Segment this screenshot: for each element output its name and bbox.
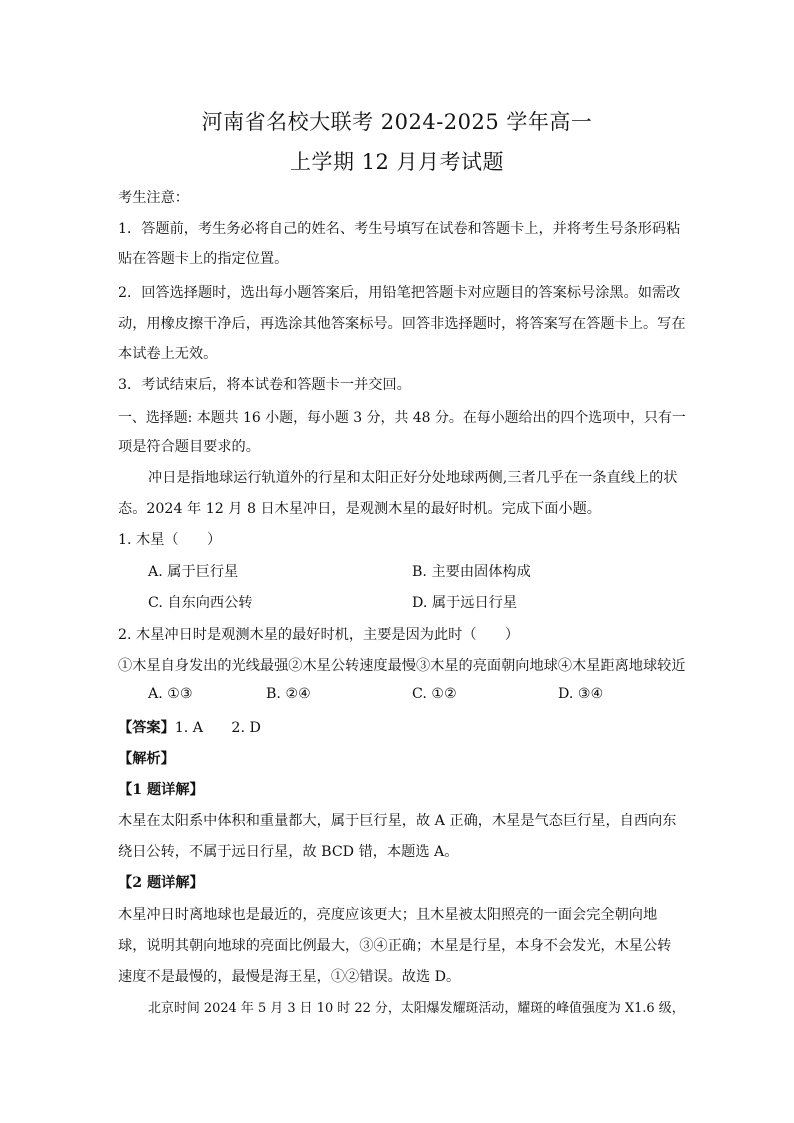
question-2-option-a: A. ①③ xyxy=(148,686,193,702)
answer-value: 1. A 2. D xyxy=(174,720,261,736)
passage2-line-a: 北京时间 2024 年 5 月 3 日 10 时 22 分，太阳爆发耀斑活动，耀斑的峰值强度为 X1.6 级， xyxy=(148,1001,685,1016)
notice-item-1-line-a: 1．答题前，考生务必将自己的姓名、考生号填写在试卷和答题卡上，并将考生号条形码粘 xyxy=(118,221,681,237)
question-2-option-d: D. ③④ xyxy=(558,686,604,702)
analysis-q2-line-c: 速度不是最慢的，最慢是海王星，①②错误。故选 D。 xyxy=(118,969,461,985)
passage1-line-a: 冲日是指地球运行轨道外的行星和太阳正好分处地球两侧,三者几乎在一条直线上的状 xyxy=(148,470,678,486)
question-2-statements: ①木星自身发出的光线最强②木星公转速度最慢③木星的亮面朝向地球④木星距离地球较近 xyxy=(118,658,686,674)
question-1-option-c: C. 自东向西公转 xyxy=(148,595,253,611)
question-2-option-b: B. ②④ xyxy=(266,686,311,702)
passage1-line-b: 态。2024 年 12 月 8 日木星冲日，是观测木星的最好时机。完成下面小题。 xyxy=(118,501,601,517)
analysis-q2-line-a: 木星冲日时离地球也是最近的，亮度应该更大；且木星被太阳照亮的一面会完全朝向地 xyxy=(118,907,658,923)
question-2-stem: 2. 木星冲日时是观测木星的最好时机，主要是因为此时（ ） xyxy=(118,627,520,643)
notice-item-2-line-b: 动，用橡皮擦干净后，再选涂其他答案标号。回答非选择题时，将答案写在答题卡上。写在 xyxy=(118,316,686,332)
analysis-q2-label: 【2 题详解】 xyxy=(118,875,204,891)
notice-item-3: 3．考试结束后，将本试卷和答题卡一并交回。 xyxy=(118,377,411,393)
exam-title-line2: 上学期 12 月月考试题 xyxy=(289,150,505,174)
answer-row xyxy=(118,717,261,737)
analysis-q1-label: 【1 题详解】 xyxy=(118,782,204,798)
answer-label: 【答案】 xyxy=(118,720,175,736)
analysis-q1-line-b: 绕日公转，不属于远日行星，故 BCD 错，本题选 A。 xyxy=(118,844,459,860)
question-2-option-c: C. ①② xyxy=(412,686,457,702)
exam-title-line1: 河南省名校大联考 2024-2025 学年高一 xyxy=(201,110,593,134)
question-1-option-a: A. 属于巨行星 xyxy=(148,564,239,580)
analysis-q2-line-b: 球，说明其朝向地球的亮面比例最大，③④正确；木星是行星，本身不会发光，木星公转 xyxy=(118,938,672,954)
notice-heading: 考生注意： xyxy=(118,190,189,206)
notice-item-1-line-b: 贴在答题卡上的指定位置。 xyxy=(118,251,289,267)
question-1-option-b: B. 主要由固体构成 xyxy=(412,564,531,580)
notice-item-2-line-c: 本试卷上无效。 xyxy=(118,346,218,362)
question-1-option-d: D. 属于远日行星 xyxy=(412,595,518,611)
section1-intro-line-b: 项是符合题目要求的。 xyxy=(118,439,260,455)
question-1-stem: 1. 木星（ ） xyxy=(118,532,222,548)
analysis-label: 【解析】 xyxy=(118,751,175,767)
section1-intro-line-a: 一、选择题: 本题共 16 小题，每小题 3 分，共 48 分。在每小题给出的四个选项中，只有一 xyxy=(118,410,686,426)
analysis-q1-line-a: 木星在太阳系中体积和重量都大，属于巨行星，故 A 正确，木星是气态巨行星，自西向东 xyxy=(118,813,677,829)
notice-item-2-line-a: 2．回答选择题时，选出每小题答案后，用铅笔把答题卡对应题目的答案标号涂黑。如需改 xyxy=(118,285,681,301)
